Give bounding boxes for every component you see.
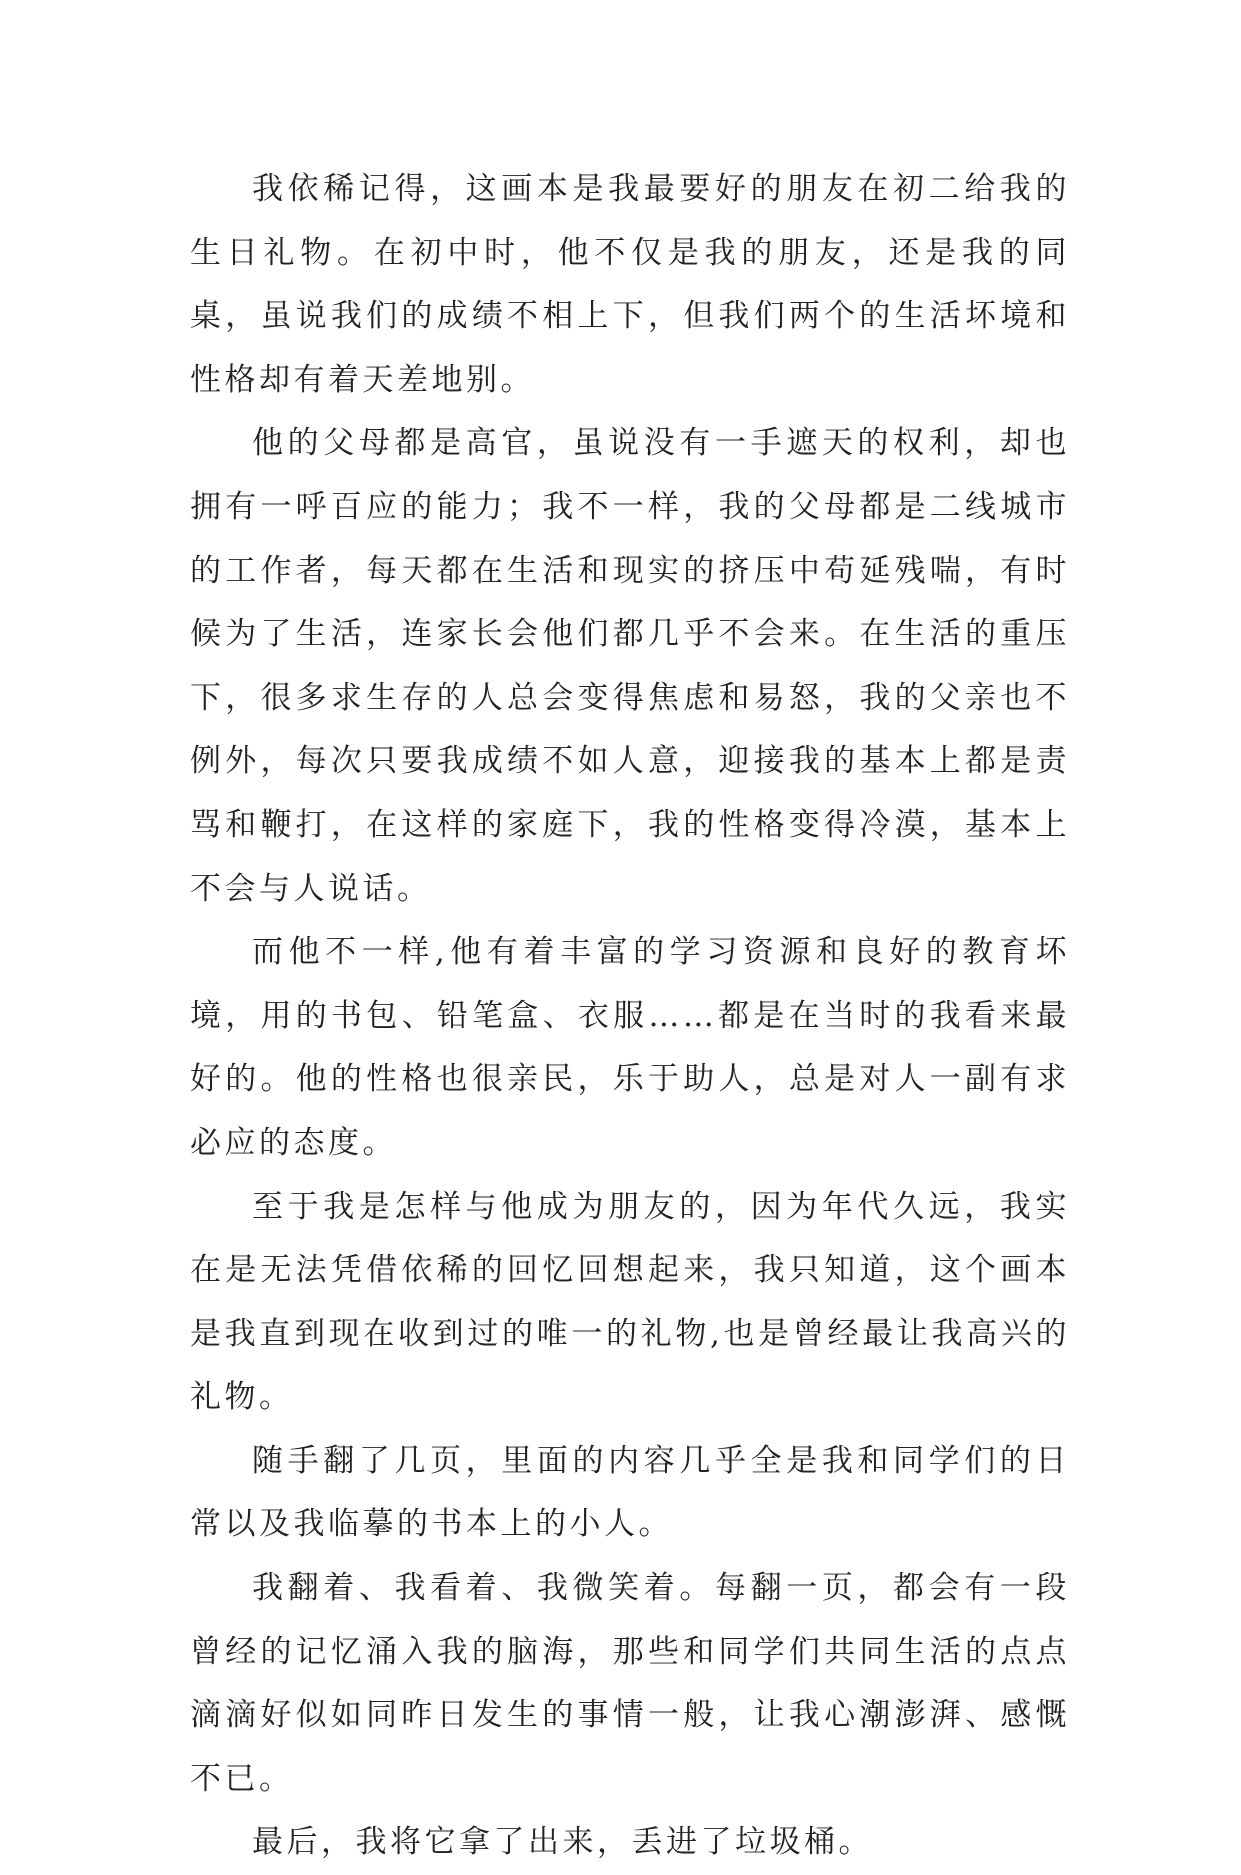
paragraph-3: 而他不一样,他有着丰富的学习资源和良好的教育坏境，用的书包、铅笔盒、衣服……都是在当时的我看来最好的。他的性格也很亲民，乐于助人，总是对人一副有求必应的态度。 bbox=[190, 934, 1070, 1161]
paragraph-4: 至于我是怎样与他成为朋友的，因为年代久远，我实在是无法凭借依稀的回忆回想起来，我只知道，这个画本是我直到现在收到过的唯一的礼物,也是曾经最让我高兴的礼物。 bbox=[190, 1188, 1070, 1416]
paragraph-1: 我依稀记得，这画本是我最要好的朋友在初二给我的生日礼物。在初中时，他不仅是我的朋友，还是我的同桌，虽说我们的成绩不相上下，但我们两个的生活坏境和性格却有着天差地别。 bbox=[190, 171, 1070, 398]
paragraph-2: 他的父母都是高官，虽说没有一手遮天的权利，却也拥有一呼百应的能力；我不一样，我的父母都是二线城市的工作者，每天都在生活和现实的挤压中苟延残喘，有时候为了生活，连家长会他们都几乎不会来。在生活的重压下，很多求生存的人总会变得焦虑和易怒，我的父亲也不例外，每次只要我成绩不如人意，迎接我的基本上都是责骂和鞭打，在这样的家庭下，我的性格变得冷漠，基本上不会与人说话。 bbox=[190, 425, 1070, 907]
paragraph-6: 我翻着、我看着、我微笑着。每翻一页，都会有一段曾经的记忆涌入我的脑海，那些和同学们共同生活的点点滴滴好似如同昨日发生的事情一般，让我心潮澎湃、感慨不已。 bbox=[190, 1570, 1070, 1797]
paragraph-5: 随手翻了几页，里面的内容几乎全是我和同学们的日常以及我临摹的书本上的小人。 bbox=[190, 1442, 1070, 1543]
document-body bbox=[190, 158, 1070, 1875]
paragraph-7: 最后，我将它拿了出来，丢进了垃圾桶。 bbox=[252, 1824, 873, 1861]
